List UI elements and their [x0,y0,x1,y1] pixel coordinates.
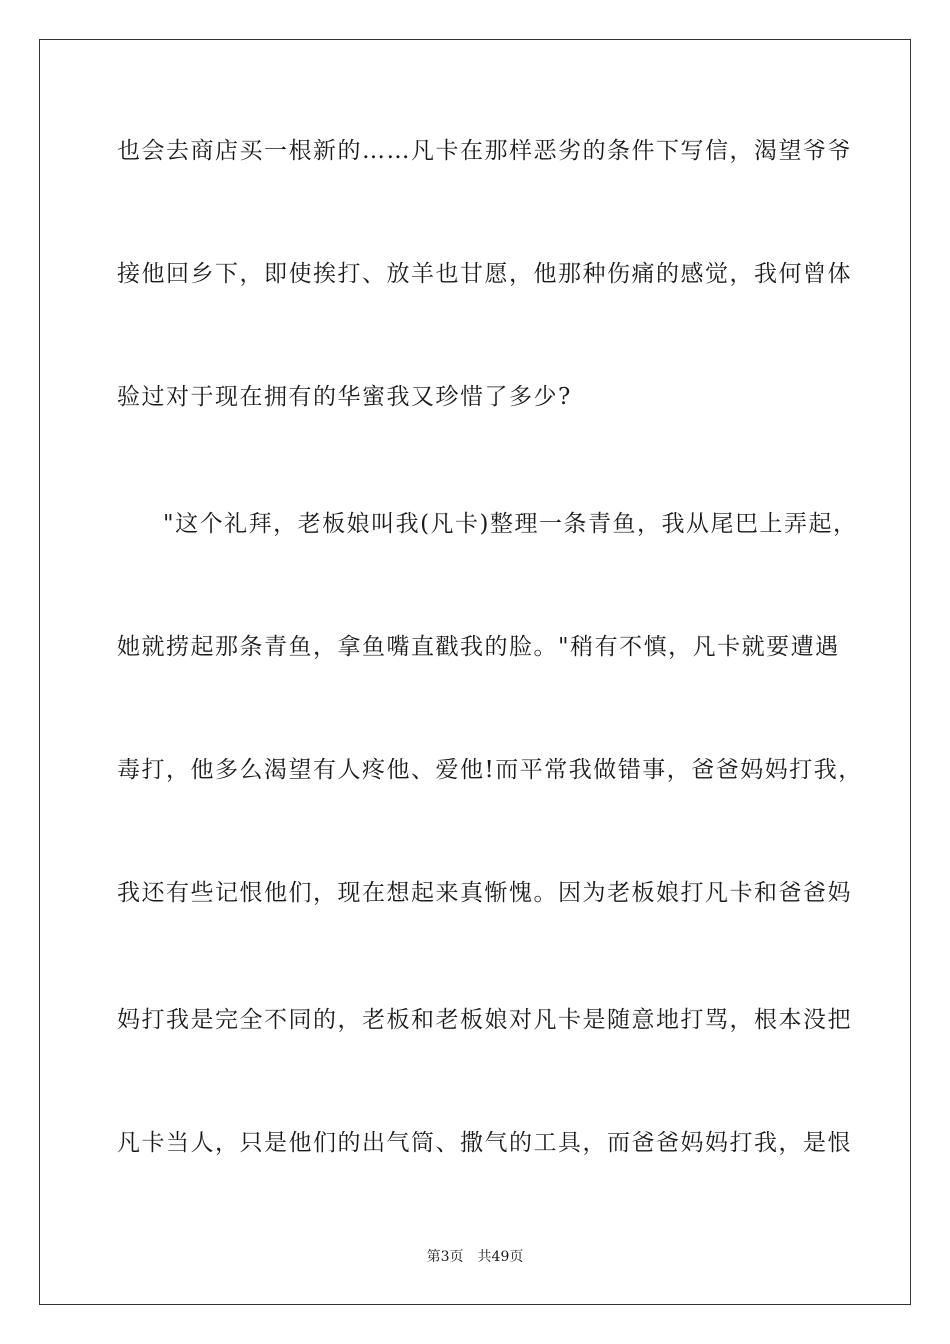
body-text-line: 她就捞起那条青鱼，拿鱼嘴直戳我的脸。"稍有不慎，凡卡就要遭遇 [117,634,840,660]
body-text-line: 也会去商店买一根新的……凡卡在那样恶劣的条件下写信，渴望爷爷 [117,138,852,164]
body-text-line: "这个礼拜，老板娘叫我(凡卡)整理一条青鱼，我从尾巴上弄起， [163,511,858,537]
body-text-line: 验过对于现在拥有的华蜜我又珍惜了多少? [117,384,572,410]
body-text-line: 凡卡当人，只是他们的出气筒、撒气的工具，而爸爸妈妈打我，是恨 [117,1130,852,1156]
body-text-line: 我还有些记恨他们，现在想起来真惭愧。因为老板娘打凡卡和爸爸妈 [117,880,852,906]
page-border [39,39,911,1305]
page-footer [0,1247,950,1267]
page-number: 第3页 [426,1249,464,1265]
body-text-line: 接他回乡下，即使挨打、放羊也甘愿，他那种伤痛的感觉，我何曾体 [117,261,852,287]
body-text-line: 妈打我是完全不同的，老板和老板娘对凡卡是随意地打骂，根本没把 [117,1007,852,1033]
page-total: 共49页 [477,1249,524,1265]
body-text-line: 毒打，他多么渴望有人疼他、爱他!而平常我做错事，爸爸妈妈打我， [117,757,863,783]
